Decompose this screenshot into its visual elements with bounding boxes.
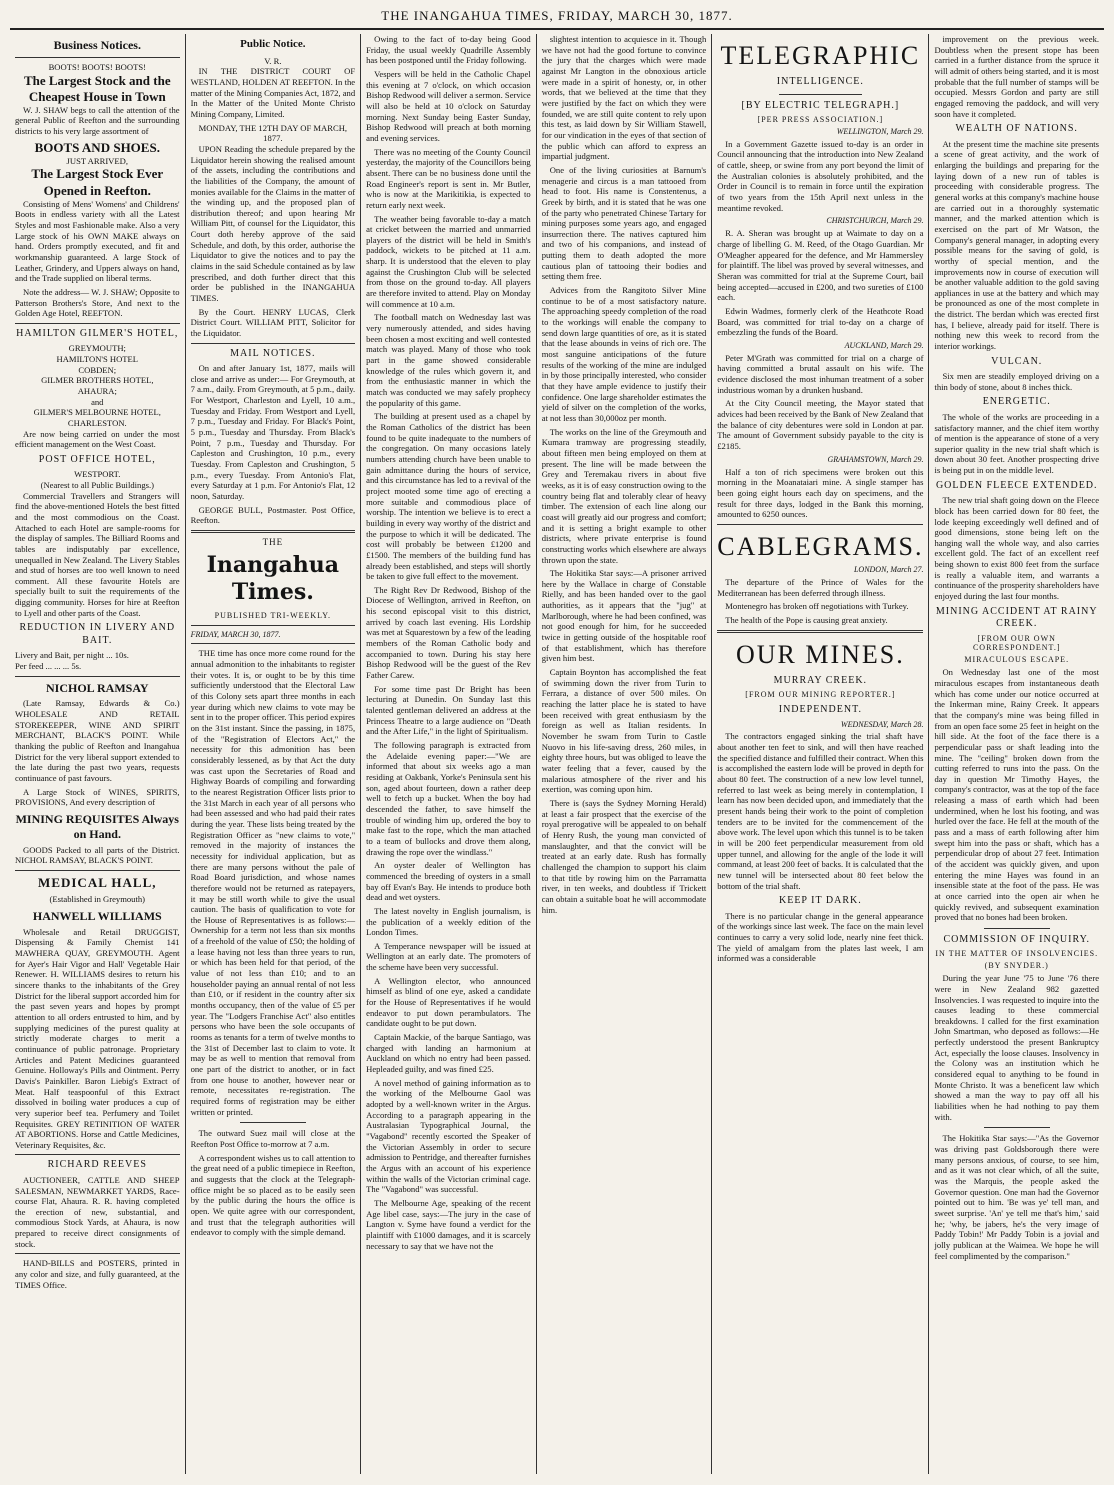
dateline-6: WEDNESDAY, March 28. xyxy=(840,719,924,729)
post-head: POST OFFICE HOTEL, xyxy=(38,453,156,465)
col3-p16: The Melbourne Age, speaking of the recent Age libel case, says:—The jury in the case of Langton v. Syme have found a verdict for the plaintiff with £1000 damages, and it is scarcely necessary to say that we have not the xyxy=(366,1197,531,1251)
tele-t3: Edwin Wadmes, formerly clerk of the Heathcote Road Board, was committed for trial to-day on a charge of embezzling the funds of the Board. xyxy=(717,305,924,338)
col3-p14: Captain Mackie, of the barque Santiago, was charged with landing an harmonium at Auckland on which no entry had been passed. Hepleaded guilty, and was fined £25. xyxy=(366,1032,531,1075)
hotel-head: HAMILTON GILMER'S HOTEL, xyxy=(16,327,179,339)
accident-heading: MINING ACCIDENT AT RAINY CREEK. xyxy=(935,605,1098,630)
column-5 xyxy=(712,34,929,1474)
notice-text: UPON Reading the schedule prepared by the Liquidator herein showing the realised amount of the assets, including the contributions and the liabilities of the Company, the amount of monies available for the Claims in the matter of the winding up, and the proposed plan of distribution thereof; and upon hearing Mr William Pitt, of counsel for the Liquidator, this Court doth hereby approve of the said Schedule, and doth, by this order, authorise the Liquidator to give the notices and to pay the claims in the said Schedule contained as by law prescribed, and doth further direct that this order be published in the INANGAHUA TIMES. xyxy=(190,143,356,304)
masthead xyxy=(10,6,1104,30)
goods: GOODS Packed to all parts of the District. NICHOL RAMSAY, BLACK'S POINT. xyxy=(15,844,180,866)
tele-t4: Peter M'Grath was committed for trial on a charge of having committed a brutal assault on his wife. The evidence disclosed the most inhuman treatment of a sober industrious woman by a drunken husband. xyxy=(717,352,924,395)
gilmer-ad xyxy=(15,328,180,672)
boots-body: W. J. SHAW begs to call the attention of the general Public of Reefton and the surrounding districts to his very large assortment of xyxy=(15,104,180,137)
dateline-4: GRAHAMSTOWN, March 29. xyxy=(827,454,924,464)
masthead-title: THE INANGAHUA TIMES, FRIDAY, MARCH 30, 1877. xyxy=(381,8,733,23)
column-2 xyxy=(186,34,362,1474)
telegraphic-by: [BY ELECTRIC TELEGRAPH.] xyxy=(741,99,900,111)
col4-p7: There is (says the Sydney Morning Herald) at least a fair prospect that the exercise of the royal prerogative will be appealed to on behalf of Henry Rush, the young man convicted of manslaughter, and that the convict will be treated at an early date. Rush has formally challenged the champion to support his claim to that title by rowing him on the Parramatta river, in ten weeks, and doubtless if Trickett can obtain a suitable boat he will accommodate him. xyxy=(541,797,707,915)
telegraphic-sub: INTELLIGENCE. xyxy=(776,76,864,88)
telegraphic-press: [PER PRESS ASSOCIATION.] xyxy=(757,115,884,125)
medical-sub: (Established in Greymouth) xyxy=(49,894,146,905)
dateline-2: CHRISTCHURCH, March 29. xyxy=(826,216,924,226)
col3-p8: For some time past Dr Bright has been lecturing at Dunedin. On Sunday last this talented gentleman delivered an address at the Princess Theatre to a large audience on "Death and the After Life," in the light of Spiritualism. xyxy=(366,683,531,737)
notice-date: MONDAY, THE 12TH DAY OF MARCH, 1877. xyxy=(198,122,348,144)
golden-fleece-heading: GOLDEN FLEECE EXTENDED. xyxy=(935,479,1098,491)
col3-p11: The latest novelty in English journalism, is the publication of a weekly edition of the London Times. xyxy=(366,905,531,938)
paper-sub: PUBLISHED TRI-WEEKLY. xyxy=(214,610,332,620)
boots-body2: Consisting of Mens' Womens' and Childrens' Boots in endless variety with all the Latest Styles and most Fashionable make. Also a very Large stock of his OWN MAKE always on hand. Orders promptly executed, and fit and workmanship guaranteed. A large Stock of Leather, Grindery, and Uppers always on hand, and the Trade supplied on liberal terms. xyxy=(15,198,180,284)
ramsay-body: (Late Ramsay, Edwards & Co.) WHOLESALE AND RETAIL STOREKEEPER, WINE AND SPIRIT MERCHANT, BLACK'S POINT. While thanking the public of Reefton and Inangahua District for the very liberal support extended to the late during the past two years, requests continuance of past favours. xyxy=(15,698,180,784)
inquiry-by: (BY SNYDER.) xyxy=(984,961,1049,971)
col3-p3: There was no meeting of the County Council yesterday, the majority of the Councillors being absent. There can be no business done until the Road Engineer's report is sent in. Mr Butler, who is now at the Marikitikia, is expected to return early next week. xyxy=(366,146,531,210)
col4-p5: The Hokitika Star says:—A prisoner arrived here by the Wallace in charge of Constable Rielly, and has been handed over to the gaol authorities, as it appears that the "jug" at Marlborough, where he had been confined, was not good enough for him, for he succeeded twice in getting outside of the hospitable roof of that establishment, which has therefore given him best. xyxy=(541,568,707,664)
dateline-3: AUCKLAND, March 29. xyxy=(844,340,924,350)
col4-p3: Advices from the Rangitoto Silver Mine continue to be of a most satisfactory nature. The approaching speedy completion of the road to the workings will enable the company to send down large quantities of ore, as it is stated that the lease abounds in veins of rich ore. The most sanguine anticipations of the future results of the working of the mine are indulged in by those principally interested, who consider that they have ample evidence to justify their confidence. One large shareholder estimates the yield of silver on the completion of the works, at not less than 30,000oz per month. xyxy=(541,285,707,423)
col3-p15: A novel method of gaining information as to the working of the Melbourne Gaol was adopted by a well-known writer in the Argus. According to a paragraph appearing in the Australasian Typographical Journal, the "Vagabond" recently escorted the Speaker of the Victorian Assembly in order to secure admission to Pentridge, and thereafter furnishes the Argus with an account of his experience within the walls of the Victorian criminal cage. The "Vagabond" was successful. xyxy=(366,1077,531,1195)
hotel-line-3: GILMER BROTHERS HOTEL, xyxy=(41,375,154,386)
column-4 xyxy=(537,34,713,1474)
tele-t1: In a Government Gazette issued to-day is an order in Council announcing that the introduction into New Zealand of cattle, sheep, or swine from any port beyond the limit of the Australian colonies is absolutely prohibited, and the Order in Council is to remain in force until the expiration of two years from the 15th April next unless in the meantime revoked. xyxy=(717,138,924,213)
boots-arrived: JUST ARRIVED, xyxy=(66,155,128,166)
dateline-1: WELLINGTON, March 29. xyxy=(836,126,924,136)
boots-title: BOOTS AND SHOES. xyxy=(34,139,160,155)
livery-head: REDUCTION IN LIVERY AND BAIT. xyxy=(19,622,176,646)
col3-p2: Vespers will be held in the Catholic Chapel this evening at 7 o'clock, on which occasion Bishop Redwood will deliver a sermon. Service will also be held at 10 o'clock on Saturday morning. Next Sunday being Easter Sunday, Bishop Redwood will preach at both morning and evening services. xyxy=(366,68,531,143)
col3-p6: The building at present used as a chapel by the Roman Catholics of the district has been found to be quite inadequate to the numbers of the congregation. On many occasions lately numbers attending church have been unable to gain admittance during the hours of service, and this circumstance has led to a revival of the project mooted some time ago of erecting a more suitable and commodious place of worship. The intention we believe is to erect a building in every way worthy of the district and the purpose to which it will be dedicated. The cost will probably be between £1200 and £1500. The members of the building fund has already been established, and steps will shortly be taken to give full effect to the movement. xyxy=(366,411,531,582)
mines-k1: There is no particular change in the general appearance of the workings since last week. The face on the main level continues to carry a very solid lode, nearly nine feet thick. The yield of amalgam from the plates last week, I am informed was a considerable xyxy=(717,910,924,964)
notice-body: IN THE DISTRICT COURT OF WESTLAND, HOLDEN AT REEFTON. In the matter of the Mining Companies Act, 1872, and In the Matter of the United Monte Christo Mining Company, Limited. xyxy=(190,66,356,119)
livery-line-0: Livery and Bait, per night ... 10s. xyxy=(15,650,129,661)
tele-t2: R. A. Sheran was brought up at Waimate to day on a charge of libelling G. M. Reed, of the Otago Guardian. Mr O'Meagher appeared for the defence, and Mr Hammersley for plaintiff. The libel was proved by several witnesses, and Sheran was committed for trial at the Supreme Court, bail being accepted—accused in £200, and two sureties of £100 each. xyxy=(717,228,924,303)
col3-p9: The following paragraph is extracted from the Adelaide evening paper:—"We are informed that about six weeks ago a man residing at Oakbank, Yorke's Peninsula sent his son, aged about fourteen, down a rather deep well to fetch up a bucket. When the boy had descended the father, to save himself the trouble of winding him up, ordered the boy to make fast to the rope, which the man attached to a team of bullocks and drove them along, drawing the rope over the windlass." xyxy=(366,740,531,857)
mining-reporter: [FROM OUR MINING REPORTER.] xyxy=(745,690,896,700)
notice-sign: By the Court. HENRY LUCAS, Clerk District Court. WILLIAM PITT, Solicitor for the Liquidator. xyxy=(190,306,356,339)
col6-w1: At the present time the machine site presents a scene of great activity, and the work of enlarging the buildings and preparing for the laying down of a new run of tables is proceeding with considerable progress. The general works at this company's machine house are carried out in a thoroughly systematic manner, and the marked attention which is exercised on the part of Mr Watson, the Company's general manager, in adopting every possible means for the saving of gold, is worthy of special mention, and the improvements now in course of execution will be another valuable addition to the gold saving appliances in use at the battery and which may be pronounced as one of the most complete in the district. The berdan which was erected first has, I believe, already paid for itself. There is nothing new this week to record from the interior workings. xyxy=(934,138,1100,352)
public-notice-heading: Public Notice. xyxy=(240,38,306,50)
cable-c1: The departure of the Prince of Wales for the Mediterranean has been deferred through illness. xyxy=(717,577,924,598)
col4-p2: One of the living curiosities at Barnum's menagerie and circus is a man tattooed from head to foot. His name is Constentenus, a Greek by birth, and it is stated that he was one of the party who penetrated Chinese Tartary for mining purposes some years ago, and engaged insurrection there. The natives captured him and two of his companions, and instead of putting them to death adopted the more cautious plan of tattooing their bodies and setting them free. xyxy=(541,164,707,282)
hotel-line-4: AHAURA; xyxy=(77,385,117,396)
business-notices-heading: Business Notices. xyxy=(53,38,141,52)
medical-name: HANWELL WILLIAMS xyxy=(32,908,162,923)
hotel-line-5: and xyxy=(91,396,104,407)
independent-heading: INDEPENDENT. xyxy=(778,704,862,716)
dateline-5: LONDON, March 27. xyxy=(853,565,924,575)
column-3 xyxy=(361,34,537,1474)
column-1 xyxy=(10,34,186,1474)
cable-c3: The health of the Pope is causing great anxiety. xyxy=(725,615,888,625)
col3-p13: A Wellington elector, who announced himself as blind of one eye, asked a candidate for the House of Representatives if he would endeavor to put down perambulators. The candidate ought to be put down. xyxy=(366,975,531,1029)
hotel-line-2: COBDEN; xyxy=(78,364,117,375)
paper-date: FRIDAY, MARCH 30, 1877. xyxy=(190,629,281,639)
reeves-ad xyxy=(15,1159,180,1249)
paper-name: Inangahua Times. xyxy=(206,552,340,606)
hotel-line-6: GILMER'S MELBOURNE HOTEL, xyxy=(33,407,161,418)
col6-i1: During the year June '75 to June '76 there were in New Zealand 982 gazetted Insolvencies. I was requested to inquire into the causes leading to these commercial breakdowns. I called for the first examination John Smartman, who deposed as follows:—He perfectly understood the present Bankruptcy Act, especially the loose clauses. Insolvency in the Colony was an institution which he considered equal to anything to be found in Monte Christo. It was a beneficent law which showed a man the way to pay off all his liabilities when he had nothing to pay them with. xyxy=(934,973,1100,1122)
murray-creek: MURRAY CREEK. xyxy=(773,674,868,686)
boots-head: BOOTS! BOOTS! BOOTS! xyxy=(48,61,146,72)
telegraphic-heading: TELEGRAPHIC xyxy=(720,41,921,70)
cable-c2: Montenegro has broken off negotiations with Turkey. xyxy=(725,601,909,612)
keep-it-dark-heading: KEEP IT DARK. xyxy=(778,895,862,907)
col6-e1: The whole of the works are proceeding in a satisfactory manner, and the chief item worthy of mention is the appearance of stone of a very superior quality in the new trial shaft which is down about 30 feet. Another prospecting drive is being put in on the middle level. xyxy=(934,411,1100,476)
shaw-ad xyxy=(15,62,180,319)
post-sub: WESTPORT. xyxy=(74,469,121,480)
our-mines-heading: OUR MINES. xyxy=(735,639,905,669)
hotel-body: Are now being carried on under the most efficient management on the West Coast. xyxy=(15,428,180,450)
editorial: THE time has once more come round for the annual admonition to the inhabitants to register their votes. It is, or ought to be by this time sufficiently understood that the Electoral Law of this Colony sets apart three months in each year during which new claims to vote may be sent in to the proper officer. This period expires on the 31st instant. Since the passing, in 1875, of the "Registration of Electors Act," the necessity for this admonition has been considerably lessened, as by that Act the duty was cast upon the Secretaries of Road and Highway Boards of compiling and forwarding to the nearest Registration Officer lists prior to the 31st March in each year of all persons who had been assessed and who had paid their rates during the year. These lists being treated by the Registration Officer as "new claims to vote," removed in the majority of instances the necessity for individual application, but as there are many persons without the pale of Road Board jurisdiction, and whose names therefore would not be returned as ratepayers, it may be still worth while to give the usual caution. The basis of qualification to vote for the House of Representatives is as follows:—Ownership for a term not less than six months of a freehold of the value of £50; the holding of a lease having not less than three years to run, or which has been held for that period, of the value of not less than £10; and to an householder paying an annual rental of not less than £10, or if resident in the country after six months occupancy, then of the value of £5 per year. The "Lodgers Franchise Act" also entitles persons who have been the sole occupants of rooms as tenants for a term of twelve months to the 31st of December last to claim to vote. It may be as well to mention that removal from one part of the district to another, or in fact from one house to another, however near or remote, necessitates re-registration. The required forms of registration may be either written or printed. xyxy=(190,648,356,1117)
energetic-heading: ENERGETIC. xyxy=(982,396,1051,408)
reeves-head: RICHARD REEVES xyxy=(47,1159,147,1171)
miraculous-escape: MIRACULOUS ESCAPE. xyxy=(964,655,1070,665)
mail-note: The outward Suez mail will close at the Reefton Post Office to-morrow at 7 a.m. xyxy=(190,1128,356,1149)
tele-note: A correspondent wishes us to call attention to the great need of a public timepiece in Reefton, and suggests that the clock at the Telegraph-office might be so placed as to be easily seen by the public during the hours the office is open. We quite agree with our correspondent, and trust that the telegraph authorities will endeavor to comply with the simple demand. xyxy=(190,1152,356,1238)
col6-hok: The Hokitika Star says:—"As the Governor was driving past Goldsborough there were many persons anxious, of course, to see him, and as it was not clear which, of all the suite, was the Marquis, the people asked the Governor question. One man had the Governor pointed out to him. 'Be was ye' tell man, and sweet surprise. 'An' ye tell me that's him,' said he; 'why, be jabers, he's the very image of Paddy Tobin!' Mr Paddy Tobin is a jovial and jolly publican at the Waimea. We hope he will feel complimented by the comparison." xyxy=(934,1133,1100,1261)
tele-t5: At the City Council meeting, the Mayor stated that advices had been received by the Bank of New Zealand that the balance of city debentures were sold in London at par. The amount of Government subsidy payable to the city is £2185. xyxy=(717,398,924,452)
hotel-line-0: GREYMOUTH; xyxy=(68,343,126,354)
boots-largest: The Largest Stock Ever Opened in Reefton. xyxy=(31,166,164,198)
inquiry-sub: IN THE MATTER OF INSOLVENCIES. xyxy=(935,949,1099,959)
mail-sign: GEORGE BULL, Postmaster. Post Office, Reefton. xyxy=(190,504,356,526)
inquiry-heading: COMMISSION OF INQUIRY. xyxy=(943,934,1091,945)
hotel-line-7: CHARLESTON. xyxy=(67,417,127,428)
post-sub2: (Nearest to all Public Buildings.) xyxy=(40,479,154,490)
columns xyxy=(10,34,1104,1474)
ramsay-stock: A Large Stock of WINES, SPIRITS, PROVISIONS, And every description of xyxy=(15,786,180,808)
medical-head: MEDICAL HALL, xyxy=(38,875,157,891)
col4-p4: The works on the line of the Greymouth and Kumara tramway are progressing steadily, about fifteen men being employed on them at present. The line will be made between the Grey and Teremakau rivers in about five weeks, as it is of easy construction owing to the country being flat and tolerably clear of heavy timber. The extension of each line along our coast will greatly aid our progress and comfort; and it is setting a bright example to other districts, where private enterprise is found constructing works which elsewhere are always thrown upon the state. xyxy=(541,426,707,565)
tele-t6: Half a ton of rich specimens were broken out this morning in the Moanataiari mine. A single stamper has been going eight hours each day on specimens, and the result for three days, lodged in the Bank this morning, amounted to 6250 ounces. xyxy=(717,466,924,520)
hotel-line-1: HAMILTON'S HOTEL xyxy=(56,353,139,364)
col3-p1: Owing to the fact of to-day being Good Friday, the usual weekly Quadrille Assembly has been postponed until the Friday following. xyxy=(366,34,531,66)
column-6 xyxy=(929,34,1104,1474)
boots-big: The Largest Stock and the Cheapest House in Town xyxy=(23,72,171,104)
reeves-body: AUCTIONEER, CATTLE AND SHEEP SALESMAN, NEWMARKET YARDS, Race-course Flat, Ahaura. R. R. having completed the erection of new, substantial, and commodious Stock Yards, at Ahaura, is now prepared to receive direct consignments of stock. xyxy=(15,1174,180,1249)
vulcan-heading: VULCAN. xyxy=(991,355,1043,367)
boots-addr: Note the address— W. J. SHAW; Opposite to Patterson Brothers's Store, And next to the Golden Age Hotel, REEFTON. xyxy=(15,286,180,319)
ramsay-head: NICHOL RAMSAY xyxy=(45,680,149,695)
col4-p6: Captain Boynton has accomplished the feat of swimming down the river from Turin to Ferrara, a distance of over 500 miles. On reaching the latter place he is stated to have been received with great enthusiasm by the foreign as well as Italian residents. In November he swam from Turin to Castle Nuovo in his life-saving dress, 260 miles, in eighty three hours, but was obliged to leave the water feeling that a fever, caused by the malarious atmosphere of the river and his exertion, was coming upon him. xyxy=(541,667,707,795)
col3-p7: The Right Rev Dr Redwood, Bishop of the Diocese of Wellington, arrived in Reefton, on his second episcopal visit to this district, arrived by coach last evening. His Lordship was met at Squarestown by a few of the leading members of the Roman Catholic body and accompanied to town. During his stay here Bishop Redwood will be the guest of the Rev Father Carew. xyxy=(366,584,531,681)
livery-line-1: Per feed ... ... ... 5s. xyxy=(15,660,82,671)
col3-p10: An oyster dealer of Wellington has commenced the breeding of oysters in a small bay off Evan's Bay. He intends to produce both dead and wet oysters. xyxy=(366,860,531,903)
notice-vr: V. R. xyxy=(264,55,282,66)
wealth-heading: WEALTH OF NATIONS. xyxy=(955,123,1078,135)
col3-p12: A Temperance newspaper will be issued at Wellington at an early date. The promoters of the scheme have been very successful. xyxy=(366,940,531,973)
handbill: HAND-BILLS and POSTERS, printed in any color and size, and fully guaranteed, at the TIMES Office. xyxy=(15,1258,180,1290)
col6-p1: improvement on the previous week. Doubtless when the present stope has been carried in a further distance from the spruce it will admit of others being started, and it is most probable that the full number of stamps will be occupied. Messrs Gordon and party are still engaged removing the paddock, and will very soon have it completed. xyxy=(934,34,1100,119)
mail-body: On and after January 1st, 1877, mails will close and arrive as under:— For Greymouth, at 7 a.m., daily. From Greymouth, at 5 p.m., daily. For Westport, Charleston and Lyell, 10 a.m., Tuesday and Friday. From Westport and Lyell, 7 p.m., Tuesday and Friday. For Black's Point, 5 p.m., Tuesday and Thursday. From Black's Point, 7 p.m., Tuesday and Thursday. For Capleston and Crushington, 10 p.m., every Tuesday. From Capleston and Crushington, 5 p.m., every Tuesday. From Antonio's Flat, every Saturday at 1 p.m. For Antonio's Flat, 12 noon, Saturday. xyxy=(190,363,356,501)
mines-m1: The contractors engaged sinking the trial shaft have about another ten feet to sink, and will then have reached the specified distance and fulfilled their contract. When this is accomplished the eastern lode will be proved in depth for about 80 feet. The construction of a new low level tunnel, referred to last week as being merely in contemplation, I learn has now been decided upon, and immediately that the present hands being their work to the point of completion tenders are to be invited for the commencement of the above work. The level upon which this tunnel is to be taken in will be 200 feet perpendicular measurement from old upper tunnel, and allowing for the angle of the lode it will command, at least 200 feet of backs. It is calculated that the new tunnel will be intersected about 80 feet below the bottom of the trial shaft. xyxy=(717,731,924,891)
col3-p5: The football match on Wednesday last was very numerously attended, and sides having been chosen a most exciting and well contested match was played. Many of those who took part in the game showed considerable knowledge of the rules which govern it, and from the enthusiastic manner in which the match was conducted we may safely prophecy the popularity of this game. xyxy=(366,312,531,408)
col6-g1: The new trial shaft going down on the Fleece block has been carried down for 80 feet, the lode keeping exceedingly well defined and of good dimensions, stone being left on the hanging wall the whole way, and also carries excellent gold. The fact of an excellent reef being shown to exist 800 feet from the surface is really a valuable item, and warrants a continuance of the prosperity shareholders have enjoyed during the last four months. xyxy=(934,495,1100,602)
ramsay-ad xyxy=(15,681,180,867)
col6-a1: On Wednesday last one of the most miraculous escapes from instantaneous death which has come under our notice occurred at the Inkerman mine, Rainy Creek. It appears that the company's mine was being filled in from an open face some 25 feet in height on the hill side. At the foot of the face there is a perpendicular pass or shaft leading into the mine. The "ceiling" broken down from the cutting referred to runs into the pass. On the day in question Mr Timothy Hayes, the company's contractor, was at the top of the face releasing a mass of earth which had been undermined, when he lost his footing, and was hurled over the face. He fell at the mouth of the pass and a mass of earth following after him swept him into the pass or shaft, which has a perpendicular drop of about 27 feet. Intimation of the accident was quickly given, and upon entering the mine Hayes was found in an insensible state at the foot of the pass. He was at once carried into the open air when he quickly revived, and subsequent examination proved that no bones had been broken. xyxy=(934,667,1100,923)
mail-notices-heading: MAIL NOTICES. xyxy=(230,347,316,359)
col6-v1: Six men are steadily employed driving on a thin body of stone, about 8 inches thick. xyxy=(934,371,1100,392)
medical-body: Wholesale and Retail DRUGGIST, Dispensing & Family Chemist 141 MAWHERA QUAY, GREYMOUTH. Agent for Ayer's Hair Vigor and Hall' Vegetable Hair Renewer. H. WILLIAMS desires to return his sincere thanks to the inhabitants of the Grey District for the liberal support accorded him for the past seven years and hopes by prompt attention to all orders entrusted to him, and by supplying medicines of the purest quality at strictly moderate charges to merit a continuance of public patronage. Proprietary Articles and Patent Medicines guaranteed Genuine. Holloway's Pills and Ointment. Perry Davis's Painkiller. Baron Liebig's Extract of Meat. Half teaspoonful of this Extract dissolved in boiling water produces a cup of very superior beef tea. Perfumery and Toilet Requisites. GREY RETINITION OF WATER AT ABORTIONS. Horse and Cattle Medicines, Veterinary Requisites, &c. xyxy=(15,926,180,1150)
col4-p1: slightest intention to acquiesce in it. Though we have not had the good fortune to convince the jury that the charges which were made against Mr Langton in the obnoxious article were made in a spirit of honesty, or, in other words, that we believed at the time that they were justified by the fact on which they were founded, we are still quite content to rely upon this test, as laid down by Sir William Stawell, for our vindication in the eyes of that section of the public which can afford to express an impartial judgment. xyxy=(541,34,707,162)
accident-sub: [FROM OUR OWN CORRESPONDENT.] xyxy=(972,633,1061,653)
col3-p4: The weather being favorable to-day a match at cricket between the married and unmarried players of the district will be held in Smith's paddock, wickets to be pitched at 11 a.m. sharp. It is understood that the eleven to play against the Crushington Club will be selected from those on the ground to-day. All players are therefore invited to attend. Play on Monday will commence at 10 a.m. xyxy=(366,213,531,309)
mining-requisites: MINING REQUISITES Always on Hand. xyxy=(15,811,179,841)
paper-the: THE xyxy=(262,536,284,547)
cablegrams-heading: CABLEGRAMS. xyxy=(717,531,924,561)
medical-ad xyxy=(15,875,180,1150)
post-body: Commercial Travellers and Strangers will find the above-mentioned Hotels the best fitted and the most commodious on the Coast. Attached to each Hotel are sample-rooms for the display of samples. The Billiard Rooms and tables are indisputably par excellence, unequalled in New Zealand. The Livery Stables and stud of horses are too well known to need comment. All these favourite Hotels are specially built to suit the requirements of the digging community. Horses for hire at Reefton to Lyell and other parts of the Coast. xyxy=(15,490,180,618)
